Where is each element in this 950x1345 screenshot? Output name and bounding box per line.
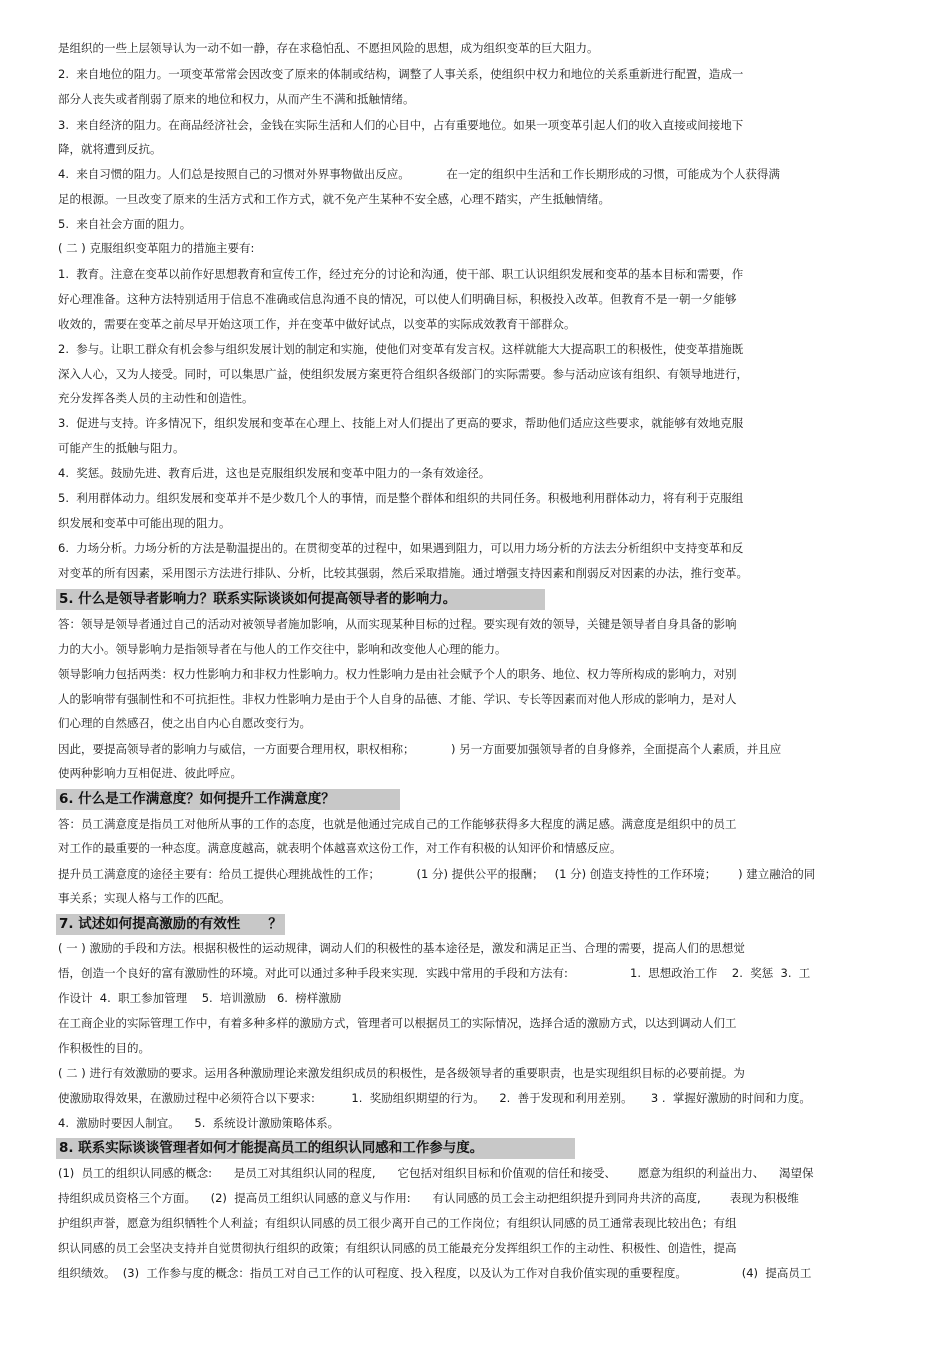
text-line: 可能产生的抵触与阻力。 bbox=[58, 441, 185, 455]
section-heading-q5: 5. 什么是领导者影响力？联系实际谈谈如何提高领导者的影响力。 bbox=[56, 589, 545, 610]
text-line: 织认同感的员工会坚决支持并自觉贯彻执行组织的政策；有组织认同感的员工能最充分发挥组织工作的主动性、积极性、创造性，提高 bbox=[58, 1241, 737, 1255]
text-line: 5. 来自社会方面的阻力。 bbox=[58, 217, 192, 231]
text-line: 作积极性的目的。 bbox=[58, 1041, 150, 1055]
text-line: 护组织声誉，愿意为组织牺牲个人利益；有组织认同感的员工很少离开自己的工作岗位；有组织认同感的员工通常表现比较出色；有组 bbox=[58, 1216, 737, 1230]
text-line: ( 二 ) 克服组织变革阻力的措施主要有: bbox=[58, 241, 255, 255]
text-line: 因此，要提高领导者的影响力与威信，一方面要合理用权，职权相称； ) 另一方面要加强领导者的自身修养，全面提高个人素质，并且应 bbox=[58, 742, 782, 756]
text-line: 持组织成员资格三个方面。 (2) 提高员工组织认同感的意义与作用: 有认同感的员工会主动把组织提升到同舟共济的高度, 表现为积极维 bbox=[58, 1191, 799, 1205]
text-line: 力的大小。领导影响力是指领导者在与他人的工作交往中，影响和改变他人心理的能力。 bbox=[58, 642, 507, 656]
text-line: 答：领导是领导者通过自己的活动对被领导者施加影响，从而实现某种目标的过程。要实现有效的领导，关键是领导者自身具备的影响 bbox=[58, 617, 737, 631]
text-line: 4. 奖惩。鼓励先进、教育后进，这也是克服组织发展和变革中阻力的一条有效途径。 bbox=[58, 466, 491, 480]
text-line: 4. 激励时要因人制宜。 5. 系统设计激励策略体系。 bbox=[58, 1116, 340, 1130]
section-heading-q8: 8. 联系实际谈谈管理者如何才能提高员工的组织认同感和工作参与度。 bbox=[56, 1138, 575, 1159]
text-line: 足的根源。一旦改变了原来的生活方式和工作方式，就不免产生某种不安全感，心理不踏实，产生抵触情绪。 bbox=[58, 192, 610, 206]
text-line: 4. 来自习惯的阻力。人们总是按照自己的习惯对外界事物做出反应。 在一定的组织中生活和工作长期形成的习惯，可能成为个人获得满 bbox=[58, 167, 780, 181]
text-line: 是组织的一些上层领导认为一动不如一静，存在求稳怕乱、不愿担风险的思想，成为组织变革的巨大阻力。 bbox=[58, 41, 599, 55]
text-line: 好心理准备。这种方法特别适用于信息不准确或信息沟通不良的情况，可以使人们明确目标，积极投入改革。但教育不是一朝一夕能够 bbox=[58, 292, 737, 306]
text-line: 对工作的最重要的一种态度。满意度越高，就表明个体越喜欢这份工作，对工作有积极的认知评价和情感反应。 bbox=[58, 841, 622, 855]
section-heading-q6: 6. 什么是工作满意度？如何提升工作满意度？ bbox=[56, 789, 400, 810]
text-line: 收效的，需要在变革之前尽早开始这项工作，并在变革中做好试点，以变革的实际成效教育干部群众。 bbox=[58, 317, 576, 331]
text-line: ( 一 ) 激励的手段和方法。根据积极性的运动规律，调动人们的积极性的基本途径是，激发和满足正当、合理的需要，提高人们的思想觉 bbox=[58, 941, 745, 955]
text-line: 在工商企业的实际管理工作中，有着多种多样的激励方式，管理者可以根据员工的实际情况，选择合适的激励方式，以达到调动人们工 bbox=[58, 1016, 737, 1030]
text-line: 降，就将遭到反抗。 bbox=[58, 142, 162, 156]
text-line: 充分发挥各类人员的主动性和创造性。 bbox=[58, 391, 254, 405]
text-line: 深入人心，又为人接受。同时，可以集思广益，使组织发展方案更符合组织各级部门的实际需要。参与活动应该有组织、有领导地进行， bbox=[58, 367, 748, 381]
text-line: 人的影响带有强制性和不可抗拒性。非权力性影响力是由于个人自身的品德、才能、学识、专长等因素而对他人形成的影响力，是对人 bbox=[58, 692, 737, 706]
text-line: 5. 利用群体动力。组织发展和变革并不是少数几个人的事情，而是整个群体和组织的共同任务。积极地利用群体动力，将有利于克服组 bbox=[58, 491, 744, 505]
text-line: 部分人丧失或者削弱了原来的地位和权力，从而产生不满和抵触情绪。 bbox=[58, 92, 415, 106]
text-line: 织发展和变革中可能出现的阻力。 bbox=[58, 516, 231, 530]
text-line: 1. 教育。注意在变革以前作好思想教育和宣传工作，经过充分的讨论和沟通，使干部、职工认识组织发展和变革的基本目标和需要，作 bbox=[58, 267, 744, 281]
text-line: 作设计 4. 职工参加管理 5. 培训激励 6. 榜样激励 bbox=[58, 991, 342, 1005]
text-line: 2. 来自地位的阻力。一项变革常常会因改变了原来的体制或结构，调整了人事关系，使组织中权力和地位的关系重新进行配置，造成一 bbox=[58, 67, 744, 81]
text-line: 3. 促进与支持。许多情况下，组织发展和变革在心理上、技能上对人们提出了更高的要求，帮助他们适应这些要求，就能够有效地克服 bbox=[58, 416, 744, 430]
text-line: 6. 力场分析。力场分析的方法是勒温提出的。在贯彻变革的过程中，如果遇到阻力，可以用力场分析的方法去分析组织中支持变革和反 bbox=[58, 541, 744, 555]
text-line: (1) 员工的组织认同感的概念: 是员工对其组织认同的程度, 它包括对组织目标和价值观的信任和接受、 愿意为组织的利益出力、 渴望保 bbox=[58, 1166, 814, 1180]
text-line: 提升员工满意度的途径主要有：给员工提供心理挑战性的工作； (1 分) 提供公平的报酬； (1 分) 创造支持性的工作环境； ) 建立融洽的同 bbox=[58, 867, 816, 881]
text-line: 答：员工满意度是指员工对他所从事的工作的态度，也就是他通过完成自己的工作能够获得多大程度的满足感。满意度是组织中的员工 bbox=[58, 817, 737, 831]
text-line: 3. 来自经济的阻力。在商品经济社会，金钱在实际生活和人们的心目中，占有重要地位。如果一项变革引起人们的收入直接或间接地下 bbox=[58, 118, 744, 132]
text-line: 领导影响力包括两类：权力性影响力和非权力性影响力。权力性影响力是由社会赋予个人的职务、地位、权力等所构成的影响力，对别 bbox=[58, 667, 737, 681]
text-line: 组织绩效。 (3) 工作参与度的概念：指员工对自己工作的认可程度、投入程度，以及认为工作对自我价值实现的重要程度。 (4) 提高员工 bbox=[58, 1266, 812, 1280]
text-line: 们心理的自然感召，使之出自内心自愿改变行为。 bbox=[58, 716, 311, 730]
text-line: 悟，创造一个良好的富有激励性的环境。对此可以通过多种手段来实现．实践中常用的手段和方法有: 1. 思想政治工作 2. 奖惩 3. 工 bbox=[58, 966, 811, 980]
text-line: 事关系；实现人格与工作的匹配。 bbox=[58, 891, 231, 905]
text-line: 对变革的所有因素，采用图示方法进行排队、分析，比较其强弱，然后采取措施。通过增强支持因素和削弱反对因素的办法，推行变革。 bbox=[58, 566, 748, 580]
section-heading-q7: 7. 试述如何提高激励的有效性 ？ bbox=[56, 914, 285, 935]
text-line: 2. 参与。让职工群众有机会参与组织发展计划的制定和实施，使他们对变革有发言权。这样就能大大提高职工的积极性，使变革措施既 bbox=[58, 342, 744, 356]
text-line: 使两种影响力互相促进、彼此呼应。 bbox=[58, 766, 242, 780]
text-line: 使激励取得效果，在激励过程中必须符合以下要求: 1. 奖励组织期望的行为。 2. 善于发现和利用差别。 3 . 掌握好激励的时间和力度。 bbox=[58, 1091, 811, 1105]
text-line: ( 二 ) 进行有效激励的要求。运用各种激励理论来激发组织成员的积极性，是各级领导者的重要职责，也是实现组织目标的必要前提。为 bbox=[58, 1066, 745, 1080]
